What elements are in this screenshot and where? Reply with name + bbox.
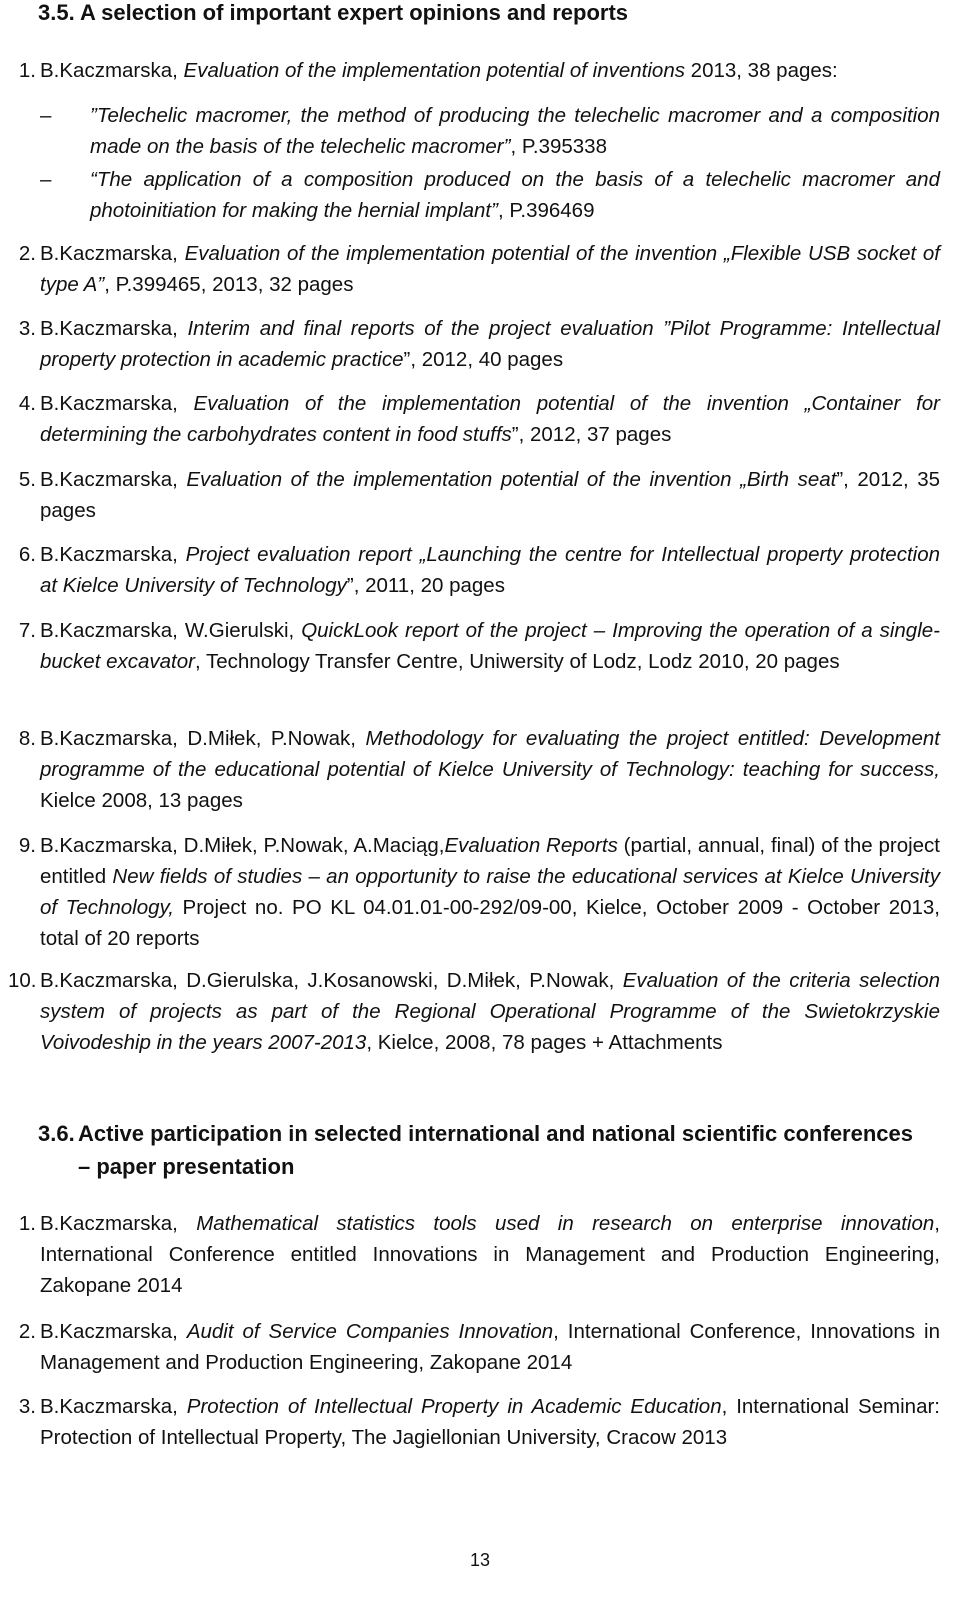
text-run: B.Kaczmarska, xyxy=(40,59,184,82)
list-item xyxy=(18,313,940,375)
text-run: ”, 2012, 40 pages xyxy=(403,348,564,371)
italic-text: “The application of a composition produced on the basis of a telechelic macromer and photoinitiation for making the hernial implant” xyxy=(90,168,940,222)
list-item xyxy=(18,1208,940,1301)
italic-text: Evaluation of the implementation potential of the invention „Birth seat xyxy=(186,468,837,491)
text-run: B.Kaczmarska, xyxy=(40,1395,187,1418)
list-item xyxy=(18,464,940,526)
text-run: ”, 2012, 37 pages xyxy=(511,423,672,446)
list-number: 1. xyxy=(18,1212,36,1235)
list-number: 8. xyxy=(18,727,36,750)
list-item xyxy=(8,965,940,1058)
section-heading-3-6 xyxy=(38,1117,918,1183)
list-number: 10. xyxy=(8,969,37,992)
sub-list-item xyxy=(40,100,940,162)
italic-text: Evaluation of the implementation potential of inventions xyxy=(183,59,685,82)
page-number: 13 xyxy=(469,1550,491,1570)
text-run: , P.395338 xyxy=(510,135,607,158)
text-run: B.Kaczmarska, W.Gierulski, xyxy=(40,619,302,642)
italic-text: Project evaluation report „Launching the centre for Intellectual property protection at Kielce University of Technology xyxy=(40,543,940,597)
italic-text: QuickLook report of the project – Improving the operation of a single-bucket excavator xyxy=(40,619,940,673)
text-run: B.Kaczmarska, xyxy=(40,242,185,265)
section-title: A selection of important expert opinions and reports xyxy=(80,0,629,25)
italic-text: ”Telechelic macromer, the method of producing the telechelic macromer and a composition made on the basis of the telechelic macromer” xyxy=(90,104,940,158)
list-item xyxy=(18,830,941,954)
italic-text: Evaluation of the implementation potential of the invention „Container for determining the carbohydrates content in food stuffs xyxy=(40,392,940,446)
text-run: B.Kaczmarska, xyxy=(40,392,194,415)
text-run: ”, 2011, 20 pages xyxy=(346,574,505,597)
list-number: 1. xyxy=(18,59,36,82)
italic-text: Mathematical statistics tools used in research on enterprise innovation xyxy=(196,1212,935,1235)
list-item xyxy=(18,1316,940,1378)
dash-bullet: – xyxy=(40,168,52,191)
text-run: B.Kaczmarska, xyxy=(40,1320,187,1343)
list-number: 2. xyxy=(18,1320,36,1343)
section-title: Active participation in selected international and national scientific conferences – paper presentation xyxy=(78,1121,913,1179)
text-run: B.Kaczmarska, xyxy=(40,317,188,340)
list-number: 7. xyxy=(18,619,36,642)
list-item xyxy=(18,539,940,601)
italic-text: Audit of Service Companies Innovation xyxy=(186,1320,554,1343)
list-number: 2. xyxy=(18,242,36,265)
text-run: , International Seminar: Protection of Intellectual Property, The Jagiellonian University, Cracow 2013 xyxy=(40,1395,940,1449)
text-run: B.Kaczmarska, xyxy=(40,543,186,566)
list-number: 6. xyxy=(18,543,36,566)
text-run: ”, 2012, 35 pages xyxy=(40,468,940,522)
text-run: , Kielce, 2008, 78 pages + Attachments xyxy=(366,1031,723,1054)
list-number: 3. xyxy=(18,1395,36,1418)
list-number: 5. xyxy=(18,468,36,491)
text-run: B.Kaczmarska, D.Miłek, P.Nowak, A.Maciąg, xyxy=(40,834,445,857)
list-number: 4. xyxy=(18,392,36,415)
text-run: 2013, 38 pages: xyxy=(684,59,838,82)
list-item xyxy=(18,1391,940,1453)
text-run: Project no. PO KL 04.01.01-00-292/09-00, Kielce, October 2009 - October 2013, total of 20 reports xyxy=(40,896,940,950)
text-run: Kielce 2008, 13 pages xyxy=(40,789,243,812)
italic-text: Protection of Intellectual Property in Academic Education xyxy=(186,1395,722,1418)
text-run: (partial, annual, final) of the project entitled xyxy=(40,834,941,888)
list-item xyxy=(18,388,940,450)
italic-text: Evaluation of the implementation potential of the invention „Flexible USB socket of type A” xyxy=(40,242,940,296)
list-number: 9. xyxy=(18,834,36,857)
list-item xyxy=(18,55,940,86)
italic-text: New fields of studies – an opportunity to raise the educational services at Kielce University of Technology, xyxy=(40,865,940,919)
dash-bullet: – xyxy=(40,104,52,127)
text-run: , P.399465, 2013, 32 pages xyxy=(104,273,354,296)
text-run: , International Conference, Innovations in Management and Production Engineering, Zakopane 2014 xyxy=(40,1320,940,1374)
text-run: B.Kaczmarska, xyxy=(40,468,187,491)
text-run: B.Kaczmarska, D.Miłek, P.Nowak, xyxy=(40,727,366,750)
list-number: 3. xyxy=(18,317,36,340)
italic-text: Evaluation Reports xyxy=(444,834,618,857)
section-number: 3.5. xyxy=(38,0,75,25)
section-heading-3-5 xyxy=(38,0,628,28)
text-run: , P.396469 xyxy=(497,199,595,222)
text-run: B.Kaczmarska, D.Gierulska, J.Kosanowski, D.Miłek, P.Nowak, xyxy=(40,969,623,992)
text-run: B.Kaczmarska, xyxy=(40,1212,197,1235)
text-run: , International Conference entitled Innovations in Management and Production Engineering, Zakopane 2014 xyxy=(40,1212,940,1297)
section-number: 3.6. xyxy=(38,1121,75,1146)
italic-text: Interim and final reports of the project evaluation ”Pilot Programme: Intellectual property protection in academic practice xyxy=(40,317,940,371)
sub-list-item xyxy=(40,164,940,226)
list-item xyxy=(18,723,941,816)
text-run: , Technology Transfer Centre, Uniwersity of Lodz, Lodz 2010, 20 pages xyxy=(194,650,840,673)
italic-text: Evaluation of the criteria selection system of projects as part of the Regional Operational Programme of the Swietokrzyskie Voivodeship in the years 2007-2013 xyxy=(40,969,940,1054)
list-item xyxy=(18,615,940,677)
italic-text: Methodology for evaluating the project entitled: Development programme of the educational potential of Kielce University of Technology: teaching for success, xyxy=(40,727,941,781)
list-item xyxy=(18,238,940,300)
